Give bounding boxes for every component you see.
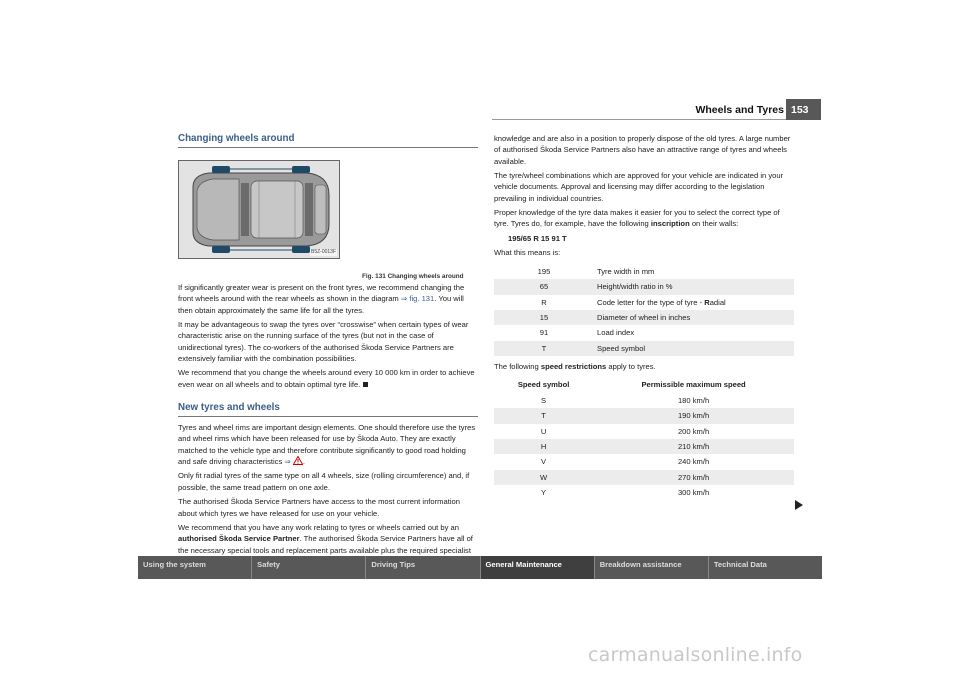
table-cell-desc: Height/width ratio in % [597, 282, 673, 292]
right-column [494, 133, 794, 506]
table-cell-symbol: U [540, 426, 547, 436]
figure-reference-link[interactable]: ⇒ fig. 131 [400, 294, 435, 304]
table-row [494, 295, 794, 310]
speed-restrictions-table [494, 377, 794, 500]
table-cell-speed: 180 km/h [677, 395, 710, 405]
tab-technical-data[interactable]: Technical Data [708, 556, 822, 579]
tyre-inscription-example: 195/65 R 15 91 T [508, 233, 567, 243]
paragraph [178, 282, 478, 316]
table-row [494, 424, 794, 439]
table-row [494, 341, 794, 356]
table-cell-code: T [541, 343, 547, 353]
table-cell-symbol: Y [541, 488, 547, 498]
table-cell-speed: 270 km/h [677, 472, 710, 482]
table-cell-speed: 190 km/h [677, 411, 710, 421]
table-row [494, 279, 794, 294]
paragraph [494, 361, 794, 372]
table-cell-speed: 210 km/h [677, 442, 710, 452]
watermark-text: carmanualsonline.info [588, 644, 803, 666]
bold-text: authorised Škoda Service Partner [178, 534, 300, 544]
text-span: . You will then obtain approximately the same life for all the tyres. [178, 294, 464, 315]
table-row [494, 393, 794, 408]
tab-breakdown-assistance[interactable]: Breakdown assistance [594, 556, 708, 579]
table-cell-symbol: V [541, 457, 547, 467]
text-span: adial [709, 297, 726, 307]
left-column [178, 133, 478, 559]
text-span: We recommend that you change the wheels around every 10 000 km in order to achieve even wear on all wheels and to obtain optimal tyre life. [178, 368, 475, 389]
table-header-cell: Speed symbol [517, 380, 570, 390]
figure-131 [178, 160, 478, 280]
table-cell-desc: Speed symbol [597, 343, 646, 353]
section-heading-changing-wheels: Changing wheels around [178, 133, 478, 148]
table-row [494, 454, 794, 469]
paragraph [178, 367, 478, 390]
text-span: We recommend that you have any work relating to tyres or wheels carried out by an [178, 522, 459, 532]
table-header-cell: Permissible maximum speed [641, 380, 746, 390]
section-heading-new-tyres: New tyres and wheels [178, 402, 478, 417]
table-cell-symbol: W [539, 472, 548, 482]
table-row [494, 408, 794, 423]
table-row [494, 264, 794, 279]
paragraph [494, 207, 794, 230]
text-span: . The authorised Škoda Service Partners have all of the necessary special tools and replacement parts available plus the required specialist [178, 534, 473, 555]
table-row [494, 485, 794, 500]
car-diagram [178, 160, 340, 259]
car-top-view-illustration [179, 161, 339, 258]
bold-text: inscription [650, 219, 690, 229]
text-span: Proper knowledge of the tyre data makes it easier for you to select the correct type of tyre. Tyres do, for example, have the following [494, 208, 780, 229]
text-span: . [302, 456, 305, 466]
table-cell-speed: 300 km/h [677, 488, 710, 498]
text-span: Code letter for the type of tyre - [597, 297, 705, 307]
table-row [494, 325, 794, 340]
figure-caption: Fig. 131 Changing wheels around [362, 273, 464, 280]
table-cell-code: 195 [537, 266, 551, 276]
tab-safety[interactable]: Safety [251, 556, 365, 579]
text-span: The following [494, 362, 541, 372]
table-cell-code: 91 [539, 328, 549, 338]
text-span: Tyres and wheel rims are important design elements. One should therefore use the tyres and wheel rims which have been released for use by Škoda Auto. They are exactly matched to the vehicle type and therefore contribute significantly to good road holding and safe driving characteristics [178, 423, 476, 466]
table-cell-speed: 240 km/h [677, 457, 710, 467]
table-cell-code: 65 [539, 282, 549, 292]
table-cell-symbol: T [541, 411, 546, 421]
bold-text: speed restrictions [540, 362, 607, 372]
table-row [494, 310, 794, 325]
page-header-title: Wheels and Tyres [695, 104, 784, 116]
table-cell-desc: Diameter of wheel in inches [597, 312, 691, 322]
header-rule [492, 119, 786, 120]
table-cell-desc: Load index [597, 328, 635, 338]
table-cell-code: 15 [539, 312, 549, 322]
page-number: 153 [786, 99, 821, 120]
paragraph: knowledge and are also in a position to properly dispose of the old tyres. A large number of authorised Škoda Service Partners also have an attractive range of tyres and wheels available. [494, 134, 791, 166]
chapter-navigation-bar [138, 556, 822, 579]
bold-text: R [704, 297, 710, 307]
warning-triangle-icon [293, 456, 303, 465]
table-cell-symbol: H [540, 442, 547, 452]
tab-general-maintenance[interactable]: General Maintenance [480, 556, 594, 579]
table-row [494, 439, 794, 454]
text-span: apply to tyres. [606, 362, 656, 372]
paragraph [178, 522, 478, 556]
paragraph: The tyre/wheel combinations which are approved for your vehicle are indicated in your vehicle documents. Approval and licensing may differ according to the legislation prevailing in individual countries. [494, 171, 784, 203]
tab-driving-tips[interactable]: Driving Tips [365, 556, 479, 579]
table-cell-symbol: S [541, 395, 547, 405]
figure-code: B5Z-0013F [310, 249, 336, 255]
paragraph: It may be advantageous to swap the tyres over “crosswise” when certain types of wear characteristic arise on the running surface of the tyres (but not in the case of unidirectional tyres). The co-workers of the authorised Škoda Service Partners are extensively familiar with the combination possibilities. [178, 320, 469, 363]
table-header-row [494, 377, 794, 392]
text-span: If significantly greater wear is present on the front tyres, we recommend changing the front wheels around with the rear wheels as shown in the diagram [178, 283, 465, 304]
paragraph: What this means is: [494, 248, 561, 258]
paragraph [178, 422, 478, 467]
end-of-section-icon [363, 382, 368, 387]
tab-using-the-system[interactable]: Using the system [143, 560, 206, 569]
table-cell-speed: 200 km/h [677, 426, 710, 436]
paragraph: The authorised Škoda Service Partners have access to the most current information about which tyres we have released for use on your vehicle. [178, 497, 460, 518]
table-row [494, 470, 794, 485]
paragraph: Only fit radial tyres of the same type on all 4 wheels, size (rolling circumference) and, if possible, the same tread pattern on one axle. [178, 471, 470, 492]
table-cell-desc [594, 295, 794, 310]
continue-arrow-icon[interactable] [795, 500, 803, 510]
table-cell-code: R [541, 297, 547, 307]
text-span: on their walls: [689, 219, 739, 229]
warning-reference-link[interactable]: ⇒ [284, 456, 291, 466]
table-cell-desc: Tyre width in mm [597, 266, 655, 276]
tyre-code-table [494, 264, 794, 356]
